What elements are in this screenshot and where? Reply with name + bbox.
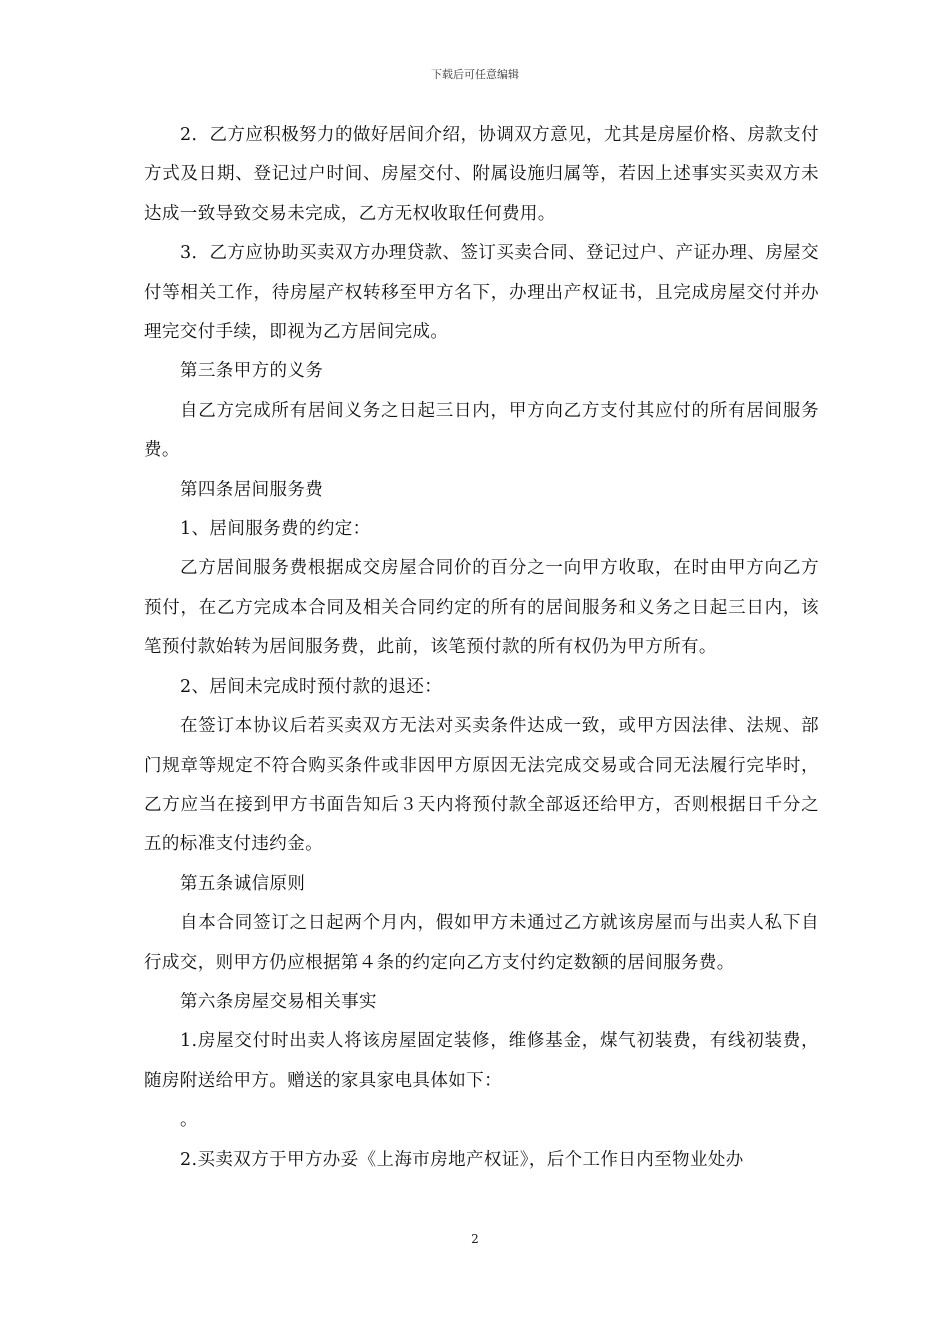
paragraph-article-6-blank: 。 bbox=[180, 1110, 198, 1131]
paragraph-clause-2-2: 2．乙方应积极努力的做好居间介绍，协调双方意见，尤其是房屋价格、房款支付方式及日期、登记过户时间、房屋交付、附属设施归属等，若因上述事实买卖双方未达成一致导致交易未完成，乙方无权收取任何费用。 bbox=[144, 125, 819, 224]
subheading-article-4-1: 1、居间服务费的约定： bbox=[180, 519, 371, 540]
paragraph-clause-2-3: 3．乙方应协助买卖双方办理贷款、签订买卖合同、登记过户、产证办理、房屋交付等相关工作，待房屋产权转移至甲方名下，办理出产权证书，且完成房屋交付并办理完交付手续，即视为乙方居间完成。 bbox=[144, 243, 819, 343]
paragraph-article-5-body: 自本合同签订之日起两个月内，假如甲方未通过乙方就该房屋而与出卖人私下自行成交，则甲方仍应根据第４条的约定向乙方支付约定数额的居间服务费。 bbox=[144, 913, 819, 973]
section-heading-article-6: 第六条房屋交易相关事实 bbox=[180, 991, 377, 1012]
document-body bbox=[144, 116, 819, 1180]
section-heading-article-5: 第五条诚信原则 bbox=[180, 873, 306, 894]
page-number: 2 bbox=[471, 1232, 479, 1246]
paragraph-article-6-2: 2.买卖双方于甲方办妥《上海市房地产权证》，后个工作日内至物业处办 bbox=[180, 1149, 744, 1170]
page-header: 下载后可任意编辑 bbox=[431, 68, 519, 81]
paragraph-article-6-1: 1.房屋交付时出卖人将该房屋固定装修，维修基金，煤气初装费，有线初装费，随房附送给甲方。赠送的家具家电具体如下： bbox=[144, 1031, 819, 1091]
subheading-article-4-2: 2、居间未完成时预付款的退还： bbox=[180, 676, 443, 697]
section-heading-article-3: 第三条甲方的义务 bbox=[180, 361, 324, 382]
paragraph-article-4-2-body: 在签订本协议后若买卖双方无法对买卖条件达成一致，或甲方因法律、法规、部门规章等规定不符合购买条件或非因甲方原因无法完成交易或合同无法履行完毕时，乙方应当在接到甲方书面告知后３天内将预付款全部返还给甲方，否则根据日千分之五的标准支付违约金。 bbox=[144, 716, 819, 855]
paragraph-article-3-body: 自乙方完成所有居间义务之日起三日内，甲方向乙方支付其应付的所有居间服务费。 bbox=[144, 400, 819, 461]
paragraph-article-4-1-body: 乙方居间服务费根据成交房屋合同价的百分之一向甲方收取，在时由甲方向乙方预付，在乙方完成本合同及相关合同约定的所有的居间服务和义务之日起三日内，该笔预付款始转为居间服务费，此前，该笔预付款的所有权仍为甲方所有。 bbox=[144, 558, 819, 658]
section-heading-article-4: 第四条居间服务费 bbox=[180, 479, 324, 500]
